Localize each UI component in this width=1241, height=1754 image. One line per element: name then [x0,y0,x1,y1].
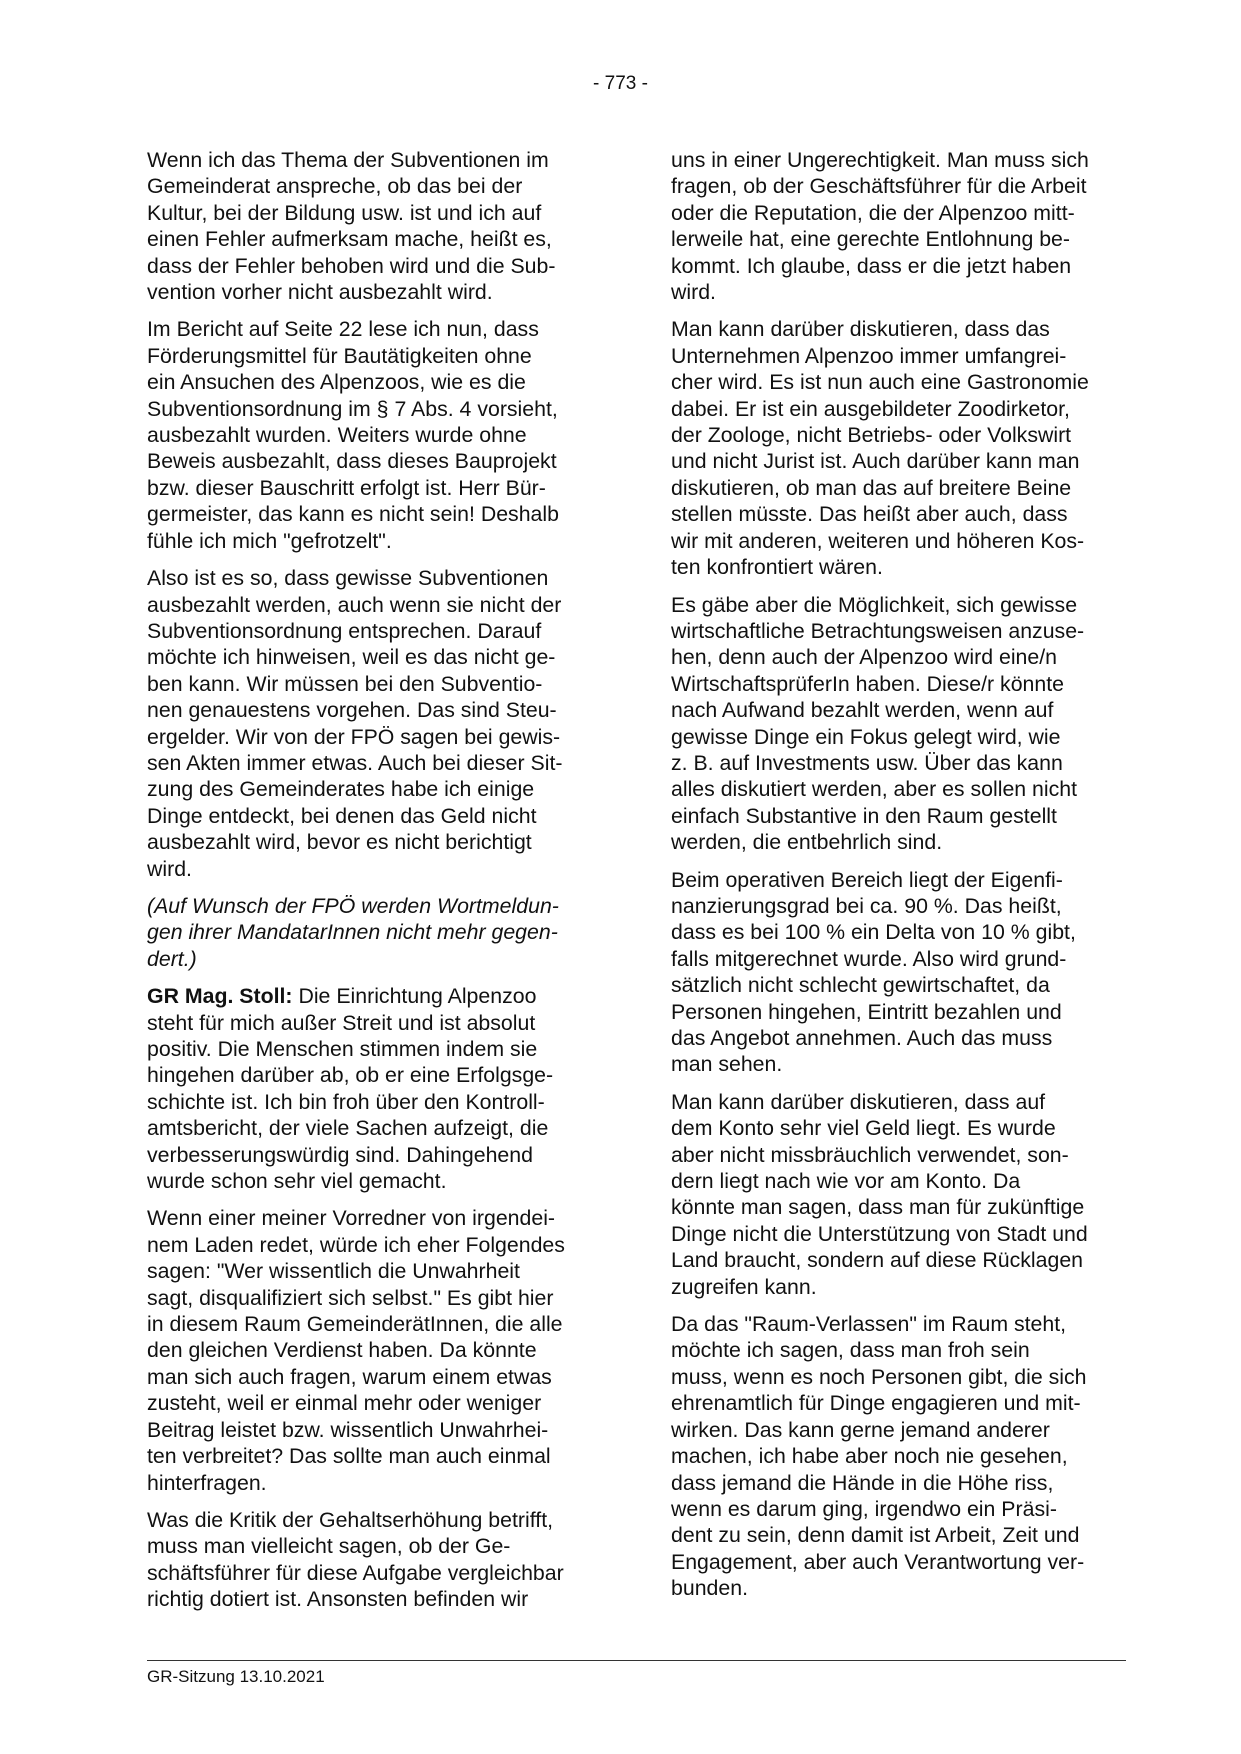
paragraph: Man kann darüber diskutieren, dass das Unternehmen Alpenzoo immer umfangrei- cher wird. Es ist nun auch eine Gastronomie dabei. Er ist ein ausgebildeter Zoodirketor, der Zoologe, nicht Betriebs- oder Volkswirt und nicht Jurist ist. Auch darüber kann man diskutieren, ob man das auf breitere Beine stellen müsste. Das heißt aber auch, dass wir mit anderen, weiteren und höheren Kos- ten konfrontiert wären. [671,317,1089,580]
right-column [671,147,1129,1613]
paragraph: Es gäbe aber die Möglichkeit, sich gewisse wirtschaftliche Betrachtungsweisen anzuse- hen, denn auch der Alpenzoo wird eine/n WirtschaftsprüferIn haben. Diese/r könnte nach Aufwand bezahlt werden, wenn auf gewisse Dinge ein Fokus gelegt wird, wie z. B. auf Investments usw. Über das kann alles diskutiert werden, aber es sollen nicht einfach Substantive in den Raum gestellt werden, die entbehrlich sind. [671,592,1085,855]
speaker-paragraph [147,983,605,1194]
paragraph: Beim operativen Bereich liegt der Eigenfi- nanzierungsgrad bei ca. 90 %. Das heißt, dass es bei 100 % ein Delta von 10 % gibt, falls mitgerechnet wurde. Also wird grund- sätzlich nicht schlecht gewirtschaftet, da Personen hingehen, Eintritt bezahlen und das Angebot annehmen. Auch das muss man sehen. [671,867,1076,1077]
paragraph: Wenn einer meiner Vorredner von irgendei- nem Laden redet, würde ich eher Folgendes sagen: "Wer wissentlich die Unwahrheit sagt, disqualifiziert sich selbst." Es gibt hier in diesem Raum GemeinderätInnen, die alle den gleichen Verdienst haben. Da könnte man sich auch fragen, warum einem etwas zusteht, weil er einmal mehr oder weniger Beitrag leistet bzw. wissentlich Unwahrhei- ten verbreitet? Das sollte man auch einmal hinterfragen. [147,1206,565,1495]
speaker-text: Die Einrichtung Alpenzoo steht für mich außer Streit und ist absolut positiv. Die Menschen stimmen indem sie hingehen darüber ab, ob er eine Erfolgsge- schichte ist. Ich bin froh über den Kontroll- amtsbericht, der viele Sachen aufzeigt, die verbesserungswürdig sind. Dahingehend wurde schon sehr viel gemacht. [147,984,554,1194]
footer-session-date: GR-Sitzung 13.10.2021 [147,1667,325,1686]
paragraph: Wenn ich das Thema der Subventionen im Gemeinderat anspreche, ob das bei der Kultur, bei der Bildung usw. ist und ich auf einen Fehler aufmerksam mache, heißt es, dass der Fehler behoben wird und die Sub- vention vorher nicht ausbezahlt wird. [147,148,556,305]
left-column [147,147,605,1624]
paragraph: Man kann darüber diskutieren, dass auf dem Konto sehr viel Geld liegt. Es wurde aber nicht missbräuchlich verwendet, son- dern liegt nach wie vor am Konto. Da könnte man sagen, dass man für zukünftige Dinge nicht die Unterstützung von Stadt und Land braucht, sondern auf diese Rücklagen zugreifen kann. [671,1089,1088,1299]
footer-divider [147,1660,1126,1661]
paragraph: uns in einer Ungerechtigkeit. Man muss sich fragen, ob der Geschäftsführer für die Arbeit oder die Reputation, die der Alpenzoo mitt- lerweile hat, eine gerechte Entlohnung be- kommt. Ich glaube, dass er die jetzt haben wird. [671,148,1089,305]
editorial-note: (Auf Wunsch der FPÖ werden Wortmeldun- gen ihrer MandatarInnen nicht mehr gegen- dert.) [147,893,559,971]
page-number: - 773 - [593,73,648,94]
paragraph: Was die Kritik der Gehaltserhöhung betrifft, muss man vielleicht sagen, ob der Ge- schäftsführer für diese Aufgabe vergleichbar richtig dotiert ist. Ansonsten befinden wir [147,1507,564,1612]
speaker-name: GR Mag. Stoll: [147,984,293,1009]
paragraph: Da das "Raum-Verlassen" im Raum steht, möchte ich sagen, dass man froh sein muss, wenn es noch Personen gibt, die sich ehrenamtlich für Dinge engagieren und mit- wirken. Das kann gerne jemand anderer machen, ich habe aber noch nie gesehen, dass jemand die Hände in die Höhe riss, wenn es darum ging, irgendwo ein Präsi- dent zu sein, denn damit ist Arbeit, Zeit und Engagement, aber auch Verantwortung ver- bunden. [671,1312,1087,1601]
paragraph: Also ist es so, dass gewisse Subventionen ausbezahlt werden, auch wenn sie nicht der Subventionsordnung entsprechen. Darauf möchte ich hinweisen, weil es das nicht ge- ben kann. Wir müssen bei den Subventio- nen genauestens vorgehen. Das sind Steu- ergelder. Wir von der FPÖ sagen bei gewis- sen Akten immer etwas. Auch bei dieser Sit- zung des Gemeinderates habe ich einige Dinge entdeckt, bei denen das Geld nicht ausbezahlt wird, bevor es nicht berichtigt wird. [147,566,563,881]
paragraph: Im Bericht auf Seite 22 lese ich nun, dass Förderungsmittel für Bautätigkeiten ohne ein Ansuchen des Alpenzoos, wie es die Subventionsordnung im § 7 Abs. 4 vorsieht, ausbezahlt wurden. Weiters wurde ohne Beweis ausbezahlt, dass dieses Bauprojekt bzw. dieser Bauschritt erfolgt ist. Herr Bür- germeister, das kann es nicht sein! Deshalb fühle ich mich "gefrotzelt". [147,317,559,553]
